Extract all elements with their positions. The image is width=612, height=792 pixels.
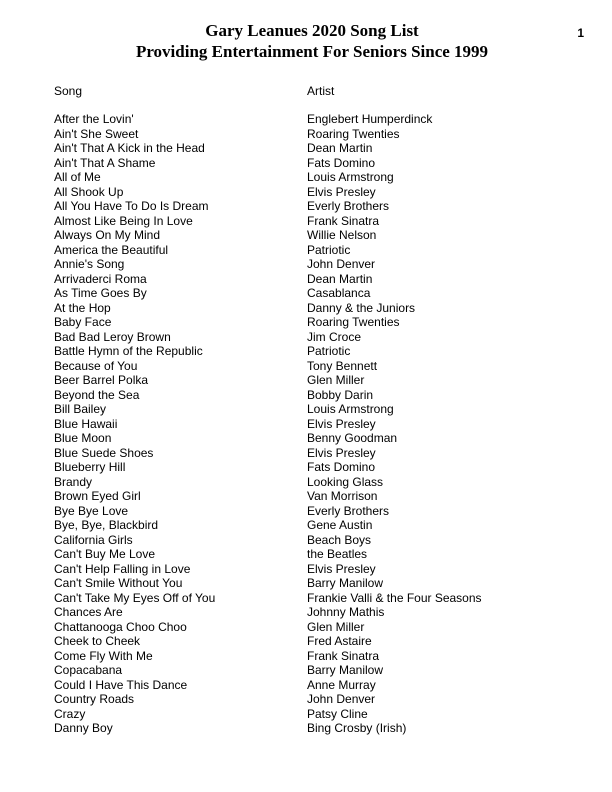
song-row xyxy=(54,678,594,693)
song-row xyxy=(54,504,594,519)
song-title: Brown Eyed Girl xyxy=(54,489,141,503)
song-artist: John Denver xyxy=(307,257,376,271)
song-title: America the Beautiful xyxy=(54,242,169,257)
song-artist: Everly Brothers xyxy=(307,199,390,213)
song-row xyxy=(54,315,594,330)
song-row xyxy=(54,257,594,272)
song-row xyxy=(54,547,594,562)
song-row xyxy=(54,518,594,533)
song-title: Blue Suede Shoes xyxy=(54,445,154,460)
song-row xyxy=(54,301,594,316)
song-title: All Shook Up xyxy=(54,184,124,199)
song-title: Bill Bailey xyxy=(54,402,107,416)
song-title: California Girls xyxy=(54,532,133,547)
song-row xyxy=(54,475,594,490)
song-title: Always On My Mind xyxy=(54,228,161,242)
song-title: Crazy xyxy=(54,706,86,721)
song-artist: Barry Manilow xyxy=(307,576,384,590)
song-artist: Elvis Presley xyxy=(307,184,376,199)
song-artist: Tony Bennett xyxy=(307,358,378,373)
song-title: All of Me xyxy=(54,170,101,184)
song-artist: the Beatles xyxy=(307,547,368,561)
song-row xyxy=(54,228,594,243)
song-artist: Danny & the Juniors xyxy=(307,300,416,315)
song-row xyxy=(54,431,594,446)
song-title: Can't Help Falling in Love xyxy=(54,561,191,576)
song-artist: Elvis Presley xyxy=(307,445,376,460)
song-artist: Fats Domino xyxy=(307,460,376,474)
song-artist: Beach Boys xyxy=(307,532,372,547)
song-row xyxy=(54,388,594,403)
song-title: Bad Bad Leroy Brown xyxy=(54,329,171,344)
song-title: Baby Face xyxy=(54,315,112,329)
song-artist: Gene Austin xyxy=(307,518,373,532)
song-row xyxy=(54,156,594,171)
song-row xyxy=(54,344,594,359)
song-title: Can't Take My Eyes Off of You xyxy=(54,590,216,605)
song-artist: Elvis Presley xyxy=(307,561,376,576)
song-row xyxy=(54,591,594,606)
song-artist: Louis Armstrong xyxy=(307,402,394,416)
song-row xyxy=(54,576,594,591)
column-header-artist: Artist xyxy=(307,84,335,98)
title-line-2: Providing Entertainment For Seniors Since 1999 xyxy=(135,42,489,61)
song-row xyxy=(54,692,594,707)
song-title: Can't Buy Me Love xyxy=(54,547,156,561)
column-header-song: Song xyxy=(54,84,83,98)
song-title: Beer Barrel Polka xyxy=(54,373,149,387)
song-title: Bye, Bye, Blackbird xyxy=(54,518,159,532)
song-artist: Englebert Humperdinck xyxy=(307,112,433,126)
song-title: Chances Are xyxy=(54,605,123,619)
song-title: Bye Bye Love xyxy=(54,503,129,518)
song-artist: Roaring Twenties xyxy=(307,126,400,141)
song-title: Blueberry Hill xyxy=(54,460,126,474)
song-artist: John Denver xyxy=(307,692,376,706)
song-row xyxy=(54,127,594,142)
song-row xyxy=(54,620,594,635)
song-row xyxy=(54,286,594,301)
song-artist: Fats Domino xyxy=(307,155,376,170)
song-artist: Elvis Presley xyxy=(307,416,376,431)
song-artist: Frank Sinatra xyxy=(307,648,380,663)
song-row xyxy=(54,605,594,620)
song-title: Beyond the Sea xyxy=(54,387,140,402)
song-row xyxy=(54,330,594,345)
song-artist: Willie Nelson xyxy=(307,228,377,242)
song-title: Almost Like Being In Love xyxy=(54,213,193,228)
song-title: Ain't That A Shame xyxy=(54,155,156,170)
song-row xyxy=(54,533,594,548)
page-number: 1 xyxy=(577,26,584,40)
song-row xyxy=(54,214,594,229)
song-title: Come Fly With Me xyxy=(54,648,153,663)
song-title: As Time Goes By xyxy=(54,286,147,300)
song-artist: Anne Murray xyxy=(307,677,376,692)
song-artist: Louis Armstrong xyxy=(307,170,394,184)
song-title: Arrivaderci Roma xyxy=(54,271,147,286)
song-artist: Bing Crosby (Irish) xyxy=(307,721,407,735)
song-title: Danny Boy xyxy=(54,721,113,735)
song-row xyxy=(54,402,594,417)
song-title: Copacabana xyxy=(54,663,123,677)
song-artist: Fred Astaire xyxy=(307,634,372,648)
song-list xyxy=(54,112,594,736)
song-artist: Patriotic xyxy=(307,242,351,257)
song-artist: Benny Goodman xyxy=(307,431,398,445)
song-artist: Frank Sinatra xyxy=(307,213,380,228)
song-title: Blue Moon xyxy=(54,431,112,445)
song-title: Cheek to Cheek xyxy=(54,634,141,648)
document-title xyxy=(0,20,612,62)
song-title: At the Hop xyxy=(54,300,111,315)
song-row xyxy=(54,199,594,214)
song-row xyxy=(54,243,594,258)
song-artist: Casablanca xyxy=(307,286,371,300)
song-row xyxy=(54,272,594,287)
song-row xyxy=(54,489,594,504)
song-artist: Frankie Valli & the Four Seasons xyxy=(307,590,482,605)
song-artist: Bobby Darin xyxy=(307,387,374,402)
song-title: All You Have To Do Is Dream xyxy=(54,199,209,213)
song-row xyxy=(54,649,594,664)
song-row xyxy=(54,359,594,374)
song-artist: Dean Martin xyxy=(307,141,373,155)
song-artist: Roaring Twenties xyxy=(307,315,400,329)
song-row xyxy=(54,141,594,156)
song-row xyxy=(54,185,594,200)
song-row xyxy=(54,446,594,461)
song-artist: Everly Brothers xyxy=(307,503,390,518)
song-title: Country Roads xyxy=(54,692,135,706)
song-row xyxy=(54,562,594,577)
song-row xyxy=(54,112,594,127)
song-title: Annie's Song xyxy=(54,257,125,271)
song-artist: Johnny Mathis xyxy=(307,605,385,619)
song-artist: Looking Glass xyxy=(307,474,384,489)
song-title: Can't Smile Without You xyxy=(54,576,183,590)
song-row xyxy=(54,373,594,388)
song-title: Blue Hawaii xyxy=(54,416,118,431)
song-artist: Barry Manilow xyxy=(307,663,384,677)
song-title: After the Lovin' xyxy=(54,112,134,126)
song-artist: Jim Croce xyxy=(307,329,362,344)
song-artist: Dean Martin xyxy=(307,271,373,286)
song-title: Brandy xyxy=(54,474,93,489)
song-artist: Glen Miller xyxy=(307,619,365,634)
column-header-row xyxy=(54,84,594,100)
title-line-1: Gary Leanues 2020 Song List xyxy=(205,21,419,40)
song-title: Battle Hymn of the Republic xyxy=(54,344,203,358)
song-title: Ain't That A Kick in the Head xyxy=(54,141,205,155)
song-row xyxy=(54,417,594,432)
song-row xyxy=(54,707,594,722)
song-title: Ain't She Sweet xyxy=(54,126,139,141)
song-row xyxy=(54,663,594,678)
song-artist: Van Morrison xyxy=(307,489,378,503)
song-row xyxy=(54,634,594,649)
song-artist: Patsy Cline xyxy=(307,706,368,721)
song-title: Chattanooga Choo Choo xyxy=(54,619,187,634)
song-row xyxy=(54,460,594,475)
song-row xyxy=(54,721,594,736)
song-title: Because of You xyxy=(54,358,138,373)
song-artist: Glen Miller xyxy=(307,373,365,387)
song-row xyxy=(54,170,594,185)
song-title: Could I Have This Dance xyxy=(54,677,188,692)
song-artist: Patriotic xyxy=(307,344,351,358)
